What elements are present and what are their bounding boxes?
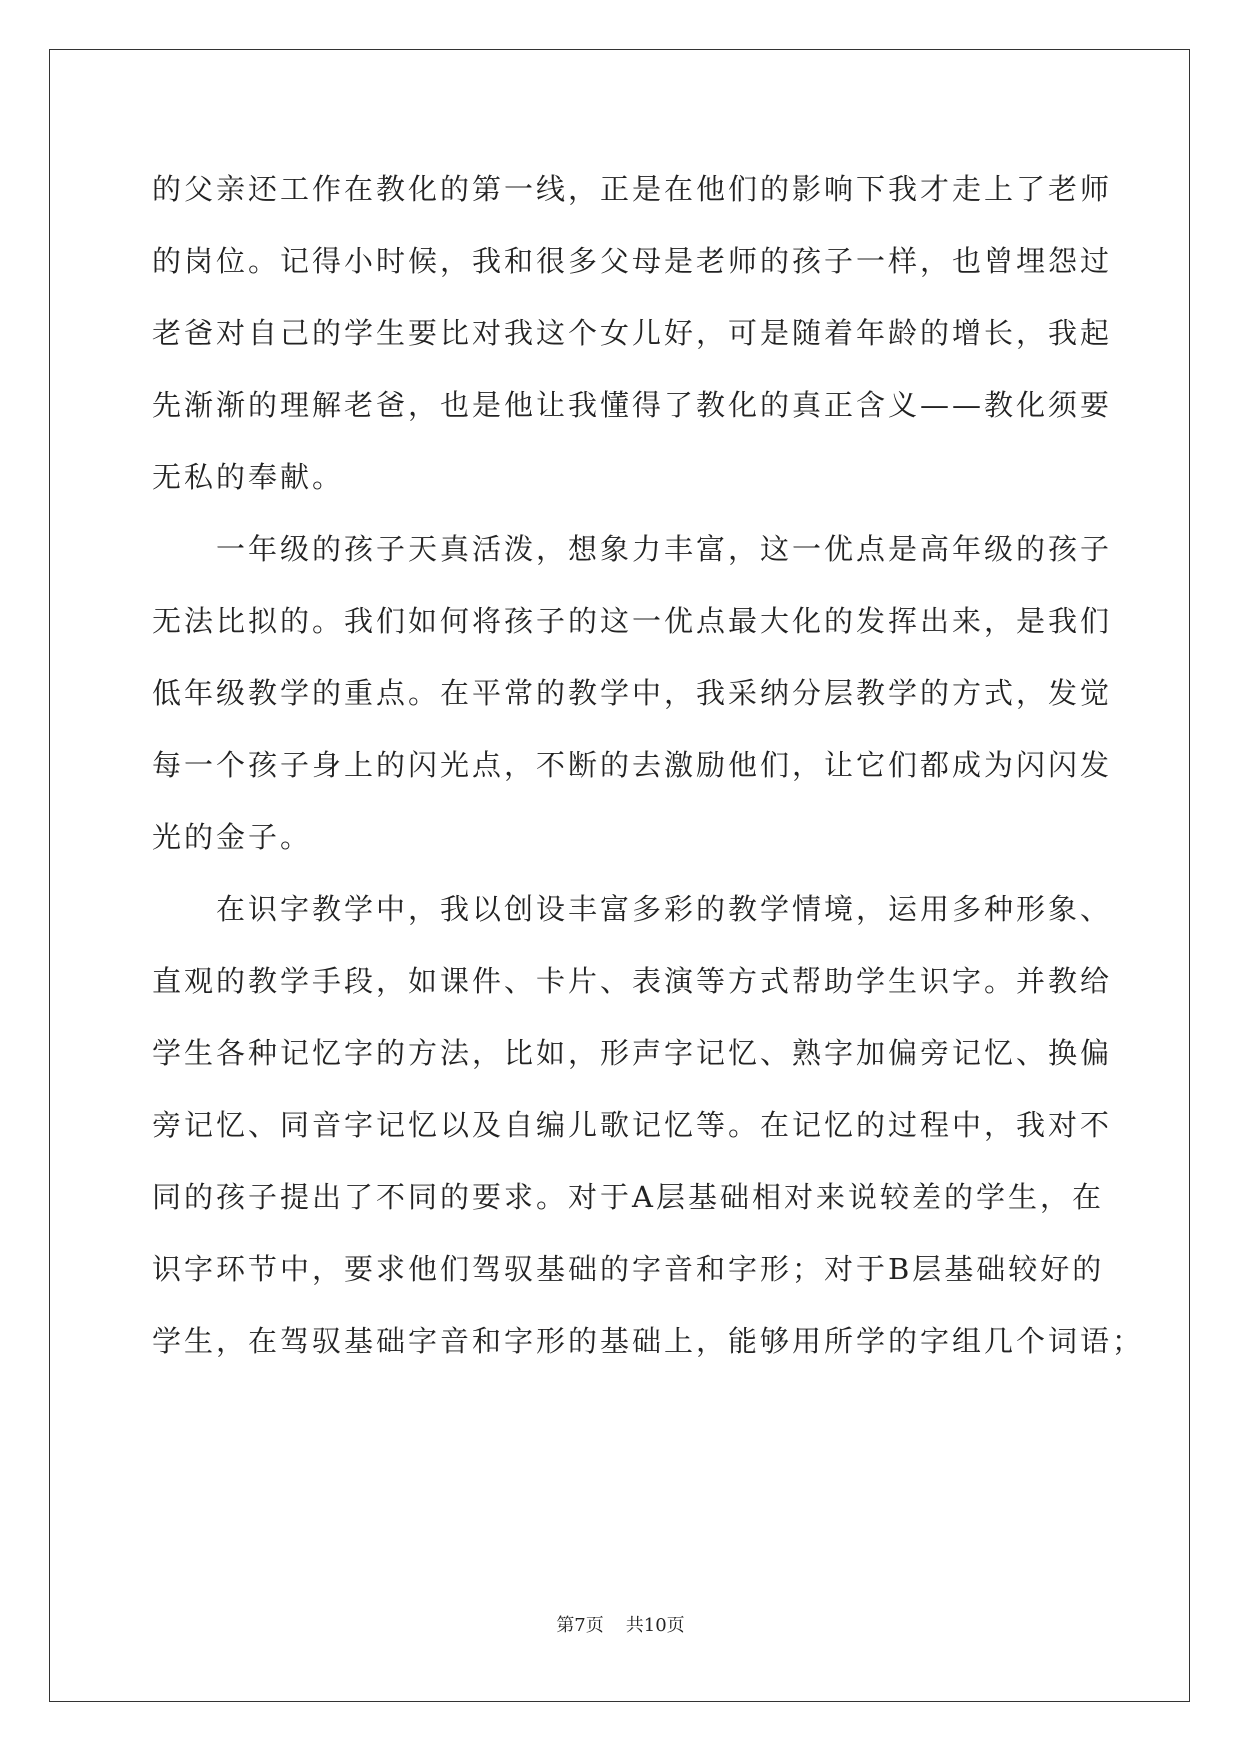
text-line-2: 的岗位。记得小时候，我和很多父母是老师的孩子一样，也曾埋怨过	[152, 244, 1113, 278]
text-line-3: 老爸对自己的学生要比对我这个女儿好，可是随着年龄的增长，我起	[152, 316, 1113, 350]
text-line-6: 一年级的孩子天真活泼，想象力丰富，这一优点是高年级的孩子	[152, 532, 1113, 566]
page-total: 共10页	[625, 1615, 685, 1636]
text-line-15: 同的孩子提出了不同的要求。对于A层基础相对来说较差的学生，在	[152, 1180, 1104, 1214]
text-line-17: 学生，在驾驭基础字音和字形的基础上，能够用所学的字组几个词语；	[152, 1324, 1145, 1358]
page-border	[49, 49, 1190, 1702]
text-line-11: 在识字教学中，我以创设丰富多彩的教学情境，运用多种形象、	[152, 892, 1113, 926]
text-line-10: 光的金子。	[152, 820, 313, 854]
text-line-8: 低年级教学的重点。在平常的教学中，我采纳分层教学的方式，发觉	[152, 676, 1113, 710]
text-line-13: 学生各种记忆字的方法，比如，形声字记忆、熟字加偏旁记忆、换偏	[152, 1036, 1113, 1070]
text-line-1: 的父亲还工作在教化的第一线，正是在他们的影响下我才走上了老师	[152, 172, 1113, 206]
text-line-16: 识字环节中，要求他们驾驭基础的字音和字形；对于B层基础较好的	[152, 1252, 1105, 1286]
text-line-12: 直观的教学手段，如课件、卡片、表演等方式帮助学生识字。并教给	[152, 964, 1113, 998]
text-line-7: 无法比拟的。我们如何将孩子的这一优点最大化的发挥出来，是我们	[152, 604, 1113, 638]
text-line-5: 无私的奉献。	[152, 460, 345, 494]
text-line-4: 先渐渐的理解老爸，也是他让我懂得了教化的真正含义——教化须要	[152, 388, 1113, 422]
page-footer	[0, 1614, 1241, 1638]
text-line-9: 每一个孩子身上的闪光点，不断的去激励他们，让它们都成为闪闪发	[152, 748, 1113, 782]
page-number: 第7页	[556, 1615, 604, 1636]
text-line-14: 旁记忆、同音字记忆以及自编儿歌记忆等。在记忆的过程中，我对不	[152, 1108, 1113, 1142]
